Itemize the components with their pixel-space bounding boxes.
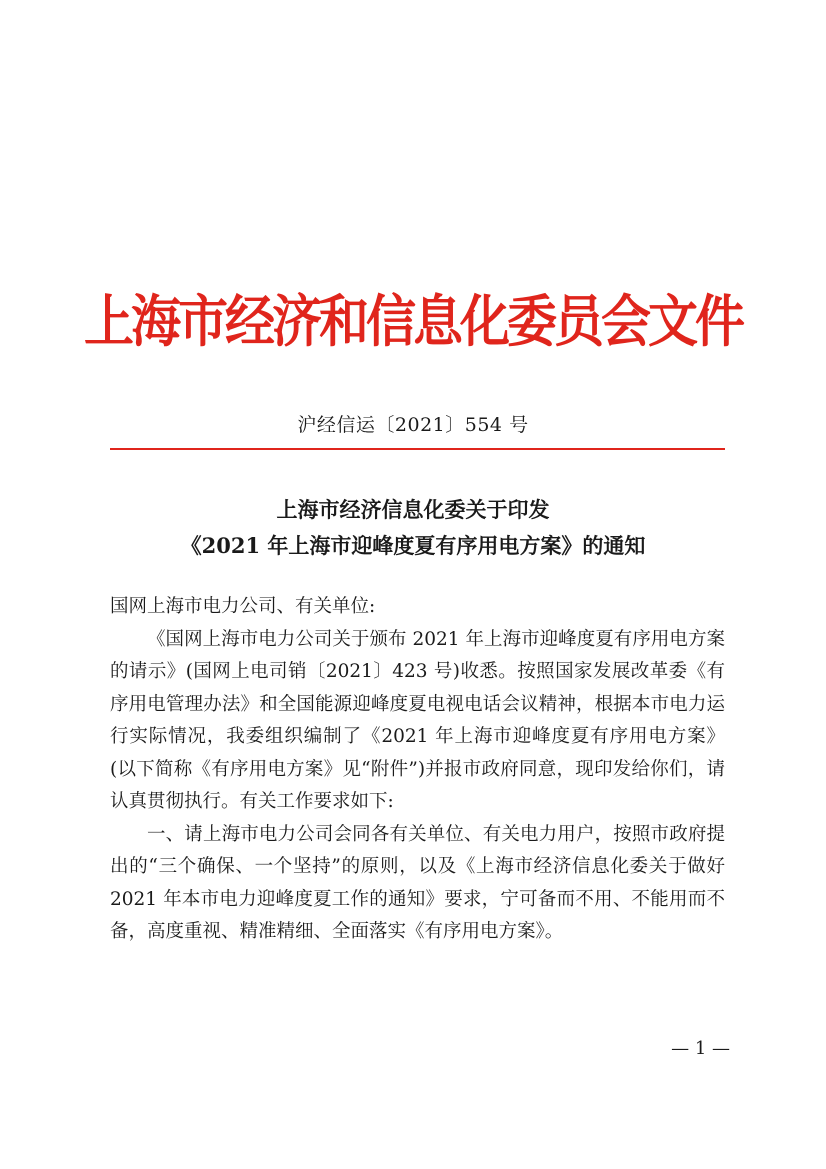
body-paragraph-2: 一、请上海市电力公司会同各有关单位、有关电力用户，按照市政府提出的“三个确保、一个坚持”的原则，以及《上海市经济信息化委关于做好 2021 年本市电力迎峰度夏工作的通知》要求，宁可备而不用、不能用而不备，高度重视、精准精细、全面落实《有序用电方案》。: [110, 823, 725, 942]
page-number: — 1 —: [671, 1038, 730, 1059]
notice-title: [0, 492, 826, 564]
document-body: [110, 591, 725, 949]
letterhead-title: 上海市经济和信息化委员会文件: [84, 288, 742, 355]
document-number: 沪经信运〔2021〕554 号: [297, 414, 529, 436]
body-paragraph-1: 《国网上海市电力公司关于颁布 2021 年上海市迎峰度夏有序用电方案的请示》(国网上电司销〔2021〕423 号)收悉。按照国家发展改革委《有序用电管理办法》和全国能源迎峰度夏电视电话会议精神，根据本市电力运行实际情况，我委组织编制了《2021 年上海市迎峰度夏有序用电方案》(以下简称《有序用电方案》见“附件”)并报市政府同意，现印发给你们，请认真贯彻执行。有关工作要求如下:: [110, 628, 725, 812]
notice-title-line-1: 上海市经济信息化委关于印发: [276, 497, 550, 522]
salutation: 国网上海市电力公司、有关单位:: [110, 596, 376, 617]
red-divider-line: [110, 448, 725, 450]
notice-title-line-2: 《2021 年上海市迎峰度夏有序用电方案》的通知: [180, 533, 646, 558]
